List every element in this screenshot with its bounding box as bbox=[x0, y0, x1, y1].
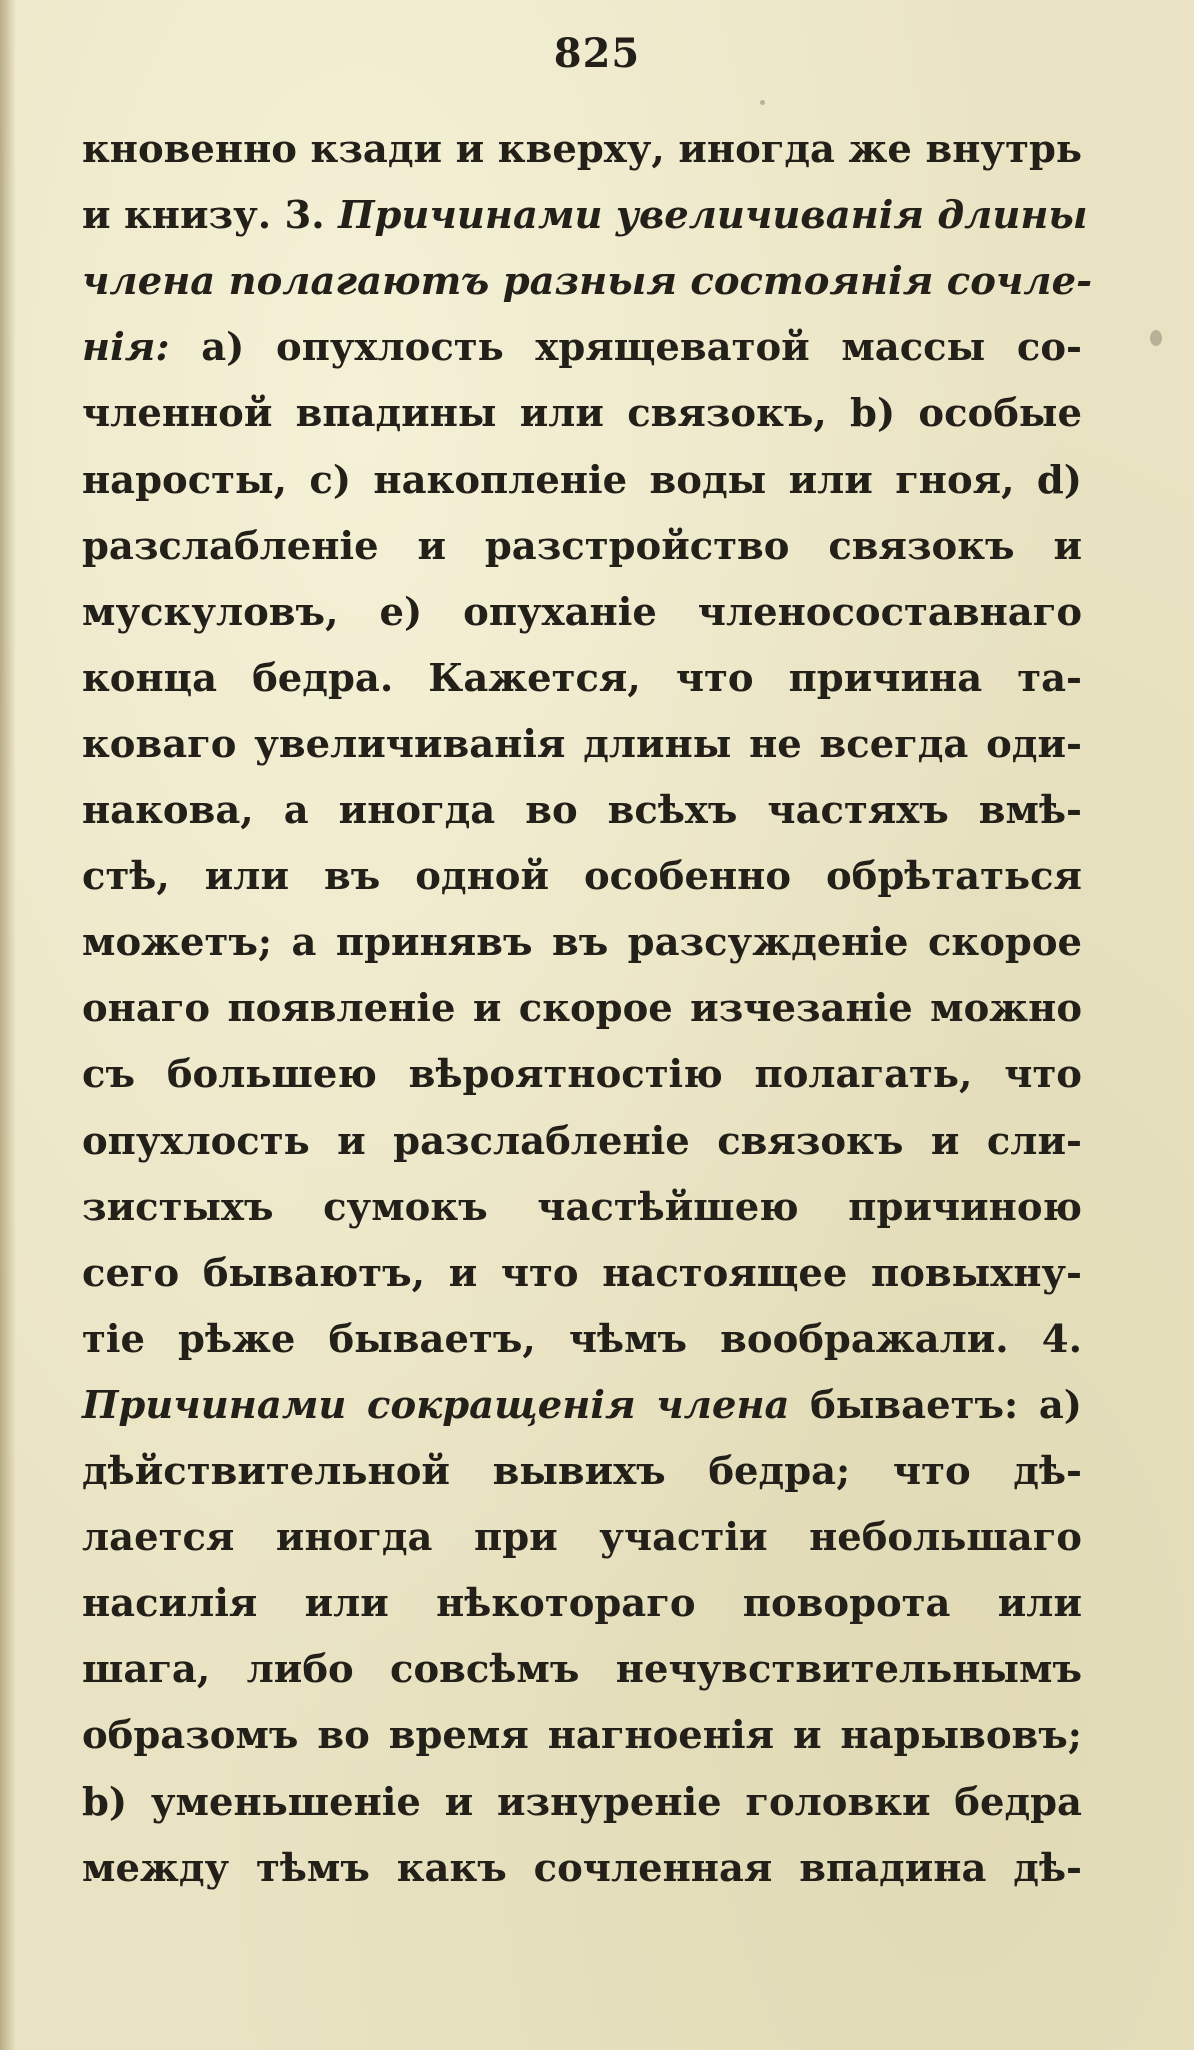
line-text: лается иногда при участіи небольшаго bbox=[82, 1515, 1082, 1561]
line-text: разслабленіе и разстройство связокъ и bbox=[82, 523, 1082, 569]
line-text: между тѣмъ какъ сочленная впадина дѣ- bbox=[82, 1845, 1082, 1891]
text-line bbox=[82, 979, 1082, 1039]
text-line bbox=[82, 1442, 1082, 1502]
line-text: и книзу. 3. bbox=[82, 193, 339, 239]
line-text: дѣйствительной вывихъ бедра; что дѣ- bbox=[82, 1449, 1082, 1494]
text-line bbox=[82, 1706, 1082, 1766]
text-line bbox=[82, 1310, 1082, 1370]
text-line bbox=[82, 1640, 1082, 1700]
text-line bbox=[82, 318, 1082, 378]
text-line bbox=[82, 649, 1082, 709]
line-text: наросты, с) накопленіе воды или гноя, d) bbox=[82, 457, 1082, 503]
text-line bbox=[82, 384, 1082, 444]
line-text: сего бываютъ, и что настоящее повыхну- bbox=[82, 1250, 1082, 1296]
text-line bbox=[82, 1045, 1082, 1105]
italic-phrase: члена полагаютъ разныя состоянія сочле- bbox=[82, 259, 1093, 305]
line-text: коваго увеличиванія длины не всегда оди- bbox=[82, 721, 1082, 767]
line-text: зистыхъ сумокъ частѣйшею причиною bbox=[82, 1184, 1082, 1230]
text-line bbox=[82, 517, 1082, 577]
text-line bbox=[82, 1112, 1082, 1172]
paper-speck bbox=[760, 100, 765, 105]
line-text: онаго появленіе и скорое изчезаніе можно bbox=[82, 986, 1082, 1032]
text-line bbox=[82, 715, 1082, 775]
text-line bbox=[82, 1839, 1082, 1899]
text-line bbox=[82, 913, 1082, 973]
text-line bbox=[82, 1508, 1082, 1568]
line-text: мускуловъ, е) опуханіе членосоставнаго bbox=[82, 589, 1082, 635]
text-line bbox=[82, 120, 1082, 180]
italic-phrase: нія: bbox=[82, 325, 170, 371]
line-text: можетъ; а принявъ въ разсужденіе скорое bbox=[82, 920, 1082, 966]
page-number: 825 bbox=[553, 30, 641, 77]
line-text: образомъ во время нагноенія и нарывовъ; bbox=[82, 1713, 1082, 1759]
line-text: кновенно кзади и кверху, иногда же внутрь bbox=[82, 127, 1082, 172]
italic-phrase: Причинами сокращенія члена bbox=[82, 1382, 790, 1428]
line-text: а) опухлость хрящеватой массы со- bbox=[169, 325, 1082, 371]
text-line bbox=[82, 1574, 1082, 1634]
line-text: стѣ, или въ одной особенно обрѣтаться bbox=[82, 854, 1082, 900]
text-line bbox=[82, 252, 1093, 312]
text-line bbox=[82, 847, 1082, 907]
line-text: конца бедра. Кажется, что причина та- bbox=[82, 655, 1082, 701]
line-text: опухлость и разслабленіе связокъ и сли- bbox=[82, 1118, 1082, 1164]
italic-phrase: Причинами увеличиванія длины bbox=[338, 193, 1088, 239]
line-text: b) уменьшеніе и изнуреніе головки бедра bbox=[82, 1779, 1082, 1825]
text-line bbox=[82, 1773, 1082, 1833]
text-line bbox=[82, 1376, 1082, 1436]
text-line bbox=[82, 583, 1082, 643]
line-text: бываетъ: а) bbox=[789, 1382, 1082, 1428]
line-text: тіе рѣже бываетъ, чѣмъ воображали. 4. bbox=[82, 1316, 1082, 1362]
text-line bbox=[82, 451, 1082, 511]
text-line bbox=[82, 781, 1082, 841]
text-line bbox=[82, 1178, 1082, 1238]
line-text: съ большею вѣроятностію полагать, что bbox=[82, 1052, 1082, 1098]
line-text: членной впадины или связокъ, b) особые bbox=[82, 391, 1082, 437]
page-spine-shadow bbox=[0, 0, 16, 2050]
text-line bbox=[82, 186, 1088, 246]
line-text: шага, либо совсѣмъ нечувствительнымъ bbox=[82, 1647, 1082, 1693]
text-line bbox=[82, 1244, 1082, 1304]
line-text: накова, а иногда во всѣхъ частяхъ вмѣ- bbox=[82, 788, 1082, 833]
line-text: насилія или нѣкотораго поворота или bbox=[82, 1581, 1082, 1627]
paper-speck bbox=[1150, 330, 1162, 346]
